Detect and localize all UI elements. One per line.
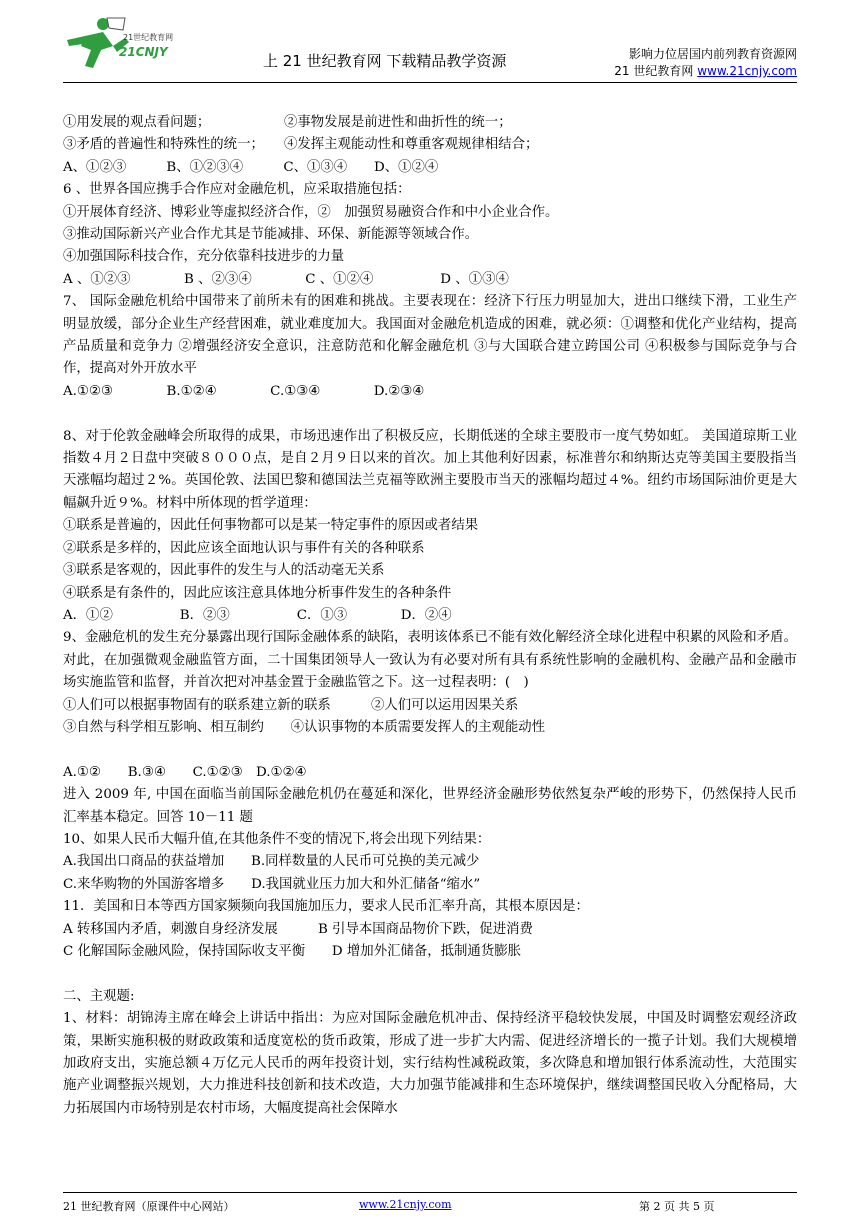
text-line: ③自然与科学相互影响、相互制约 ④认识事物的本质需要发挥人的主观能动性	[63, 719, 546, 735]
header-slogan: 上 21 世纪教育网 下载精品教学资源	[263, 52, 507, 70]
page-header	[63, 14, 797, 80]
text-line: ③矛盾的普遍性和特殊性的统一； ④发挥主观能动性和尊重客观规律相结合；	[63, 137, 539, 153]
runner-icon	[67, 18, 129, 68]
text-line: A.我国出口商品的获益增加 B.同样数量的人民币可兑换的美元减少	[63, 854, 480, 870]
text-line: ④加强国际科技合作，充分依靠科技进步的力量	[63, 249, 345, 265]
subjective-question-1: 1、材料：胡锦涛主席在峰会上讲话中指出：为应对国际金融危机冲击、保持经济平稳较快发展，中国及时调整宏观经济政策，果断实施积极的财政政策和适度宽松的货币政策，形成了进一步扩大内需、促进经济增长的一揽子计划。我们大规模增加政府支出，实施总额４万亿元人民币的两年投资计划，实行结构性减税政策，多次降息和增加银行体系流动性，大范围实施产业调整振兴规划，大力推进科技创新和技术改造，大力加强节能减排和生态环境保护，继续调整国民收入分配格局，大力拓展国内市场特别是农村市场，大幅度提高社会保障水	[63, 1011, 797, 1116]
text-line: ①用发展的观点看问题； ②事物发展是前进性和曲折性的统一；	[63, 115, 512, 130]
header-site-name: 21 世纪教育网	[614, 64, 698, 78]
blank-line	[63, 963, 797, 985]
text-line: A、①②③ B、①②③④ C、①③④ D、①②④	[63, 159, 439, 175]
logo-text-top: 21世纪教育网	[123, 33, 174, 42]
text-line: ①人们可以根据事物固有的联系建立新的联系 ②人们可以运用因果关系	[63, 697, 519, 713]
question-9-options: A.①② B.③④ C.①②③ D.①②④	[63, 764, 307, 780]
question-8: 8、对于伦敦金融峰会所取得的成果，市场迅速作出了积极反应，长期低迷的全球主要股市一度气势如虹。 美国道琼斯工业指数４月２日盘中突破８０００点，是自２月９日以来的首次。加上其他利好因素，标准普尔和纳斯达克等美国主要股指当天涨幅均超过２%。英国伦敦、法国巴黎和德国法兰克福等欧洲主要股市当天的涨幅均超过４%。纽约市场国际油价更是大幅飙升近９%。材料中所体现的哲学道理：	[63, 428, 797, 511]
question-7: 7、 国际金融危机给中国带来了前所未有的困难和挑战。主要表现在：经济下行压力明显加大，进出口继续下滑，工业生产明显放缓，部分企业生产经营困难，就业难度加大。我国面对金融危机造成的困难，就必须：①调整和优化产业结构，提高产品质量和竞争力 ②增强经济安全意识，注意防范和化解金融危机 ③与大国联合建立跨国公司 ④积极参与国际竞争与合作，提高对外开放水平	[63, 294, 797, 377]
question-7-options: A.①②③ B.①②④ C.①③④ D.②③④	[63, 383, 425, 399]
text-line: ②联系是多样的，因此应该全面地认识与事件有关的各种联系	[63, 540, 425, 556]
text-line: C 化解国际金融风险，保持国际收支平衡 D 增加外汇储备，抵制通货膨胀	[63, 944, 521, 959]
logo-text-bottom: 21CNJY	[119, 45, 168, 59]
header-right	[614, 46, 797, 80]
header-site-line	[614, 63, 797, 80]
text-line: ③推动国际新兴产业合作尤其是节能减排、环保、新能源等领域合作。	[63, 227, 479, 243]
footer-site-name: 21 世纪教育网（原课件中心网站）	[63, 1200, 235, 1213]
text-line: 10、如果人民币大幅升值,在其他条件不变的情况下,将会出现下列结果：	[63, 831, 491, 847]
question-8-options: A．①② B．②③ C．①③ D．②④	[63, 607, 452, 623]
footer-site-link[interactable]: www.21cnjy.com	[359, 1198, 452, 1211]
footer-rule	[63, 1192, 797, 1193]
text-line: A 转移国内矛盾，刺激自身经济发展 B 引导本国商品物价下跌，促进消费	[63, 921, 533, 937]
blank-line	[63, 403, 797, 425]
text-line: ①开展体育经济、博彩业等虚拟经济合作，② 加强贸易融资合作和中小企业合作。	[63, 204, 559, 220]
blank-line	[63, 739, 797, 761]
text-line: ③联系是客观的，因此事件的发生与人的活动毫无关系	[63, 563, 385, 579]
header-site-link[interactable]: www.21cnjy.com	[697, 64, 797, 78]
text-line: 6 、世界各国应携手合作应对金融危机，应采取措施包括：	[63, 182, 411, 198]
section-title: 二、主观题:	[63, 988, 135, 1004]
text-line: ①联系是普遍的，因此任何事物都可以是某一特定事件的原因或者结果	[63, 518, 479, 534]
header-tagline: 影响力位居国内前列教育资源网	[628, 47, 797, 61]
text-line: 11．美国和日本等西方国家频频向我国施加压力，要求人民币汇率升高，其根本原因是：	[63, 899, 589, 915]
footer-page-number: 第 2 页 共 5 页	[639, 1200, 715, 1213]
text-line: ④联系是有条件的，因此应该注意具体地分析事件发生的各种条件	[63, 585, 452, 601]
header-rule	[63, 82, 797, 83]
text-line: C.来华购物的外国游客增多 D.我国就业压力加大和外汇储备“缩水”	[63, 876, 481, 892]
question-9: 9、金融危机的发生充分暴露出现行国际金融体系的缺陷，表明该体系已不能有效化解经济全球化进程中积累的风险和矛盾。 对此，在加强微观金融监管方面，二十国集团领导人一致认为有必要对所有具有系统性影响的金融机构、金融产品和金融市场实施监管和监督，并首次把对冲基金置于金融监管之下。这一过程表明：( )	[63, 630, 797, 691]
intro-10-11: 进入 2009 年, 中国在面临当前国际金融危机仍在蔓延和深化，世界经济金融形势依然复杂严峻的形势下，仍然保持人民币汇率基本稳定。回答 10－11 题	[63, 787, 797, 825]
logo	[63, 16, 193, 72]
document-body	[63, 112, 797, 1120]
text-line: A 、①②③ B 、②③④ C 、①②④ D 、①③④	[63, 271, 509, 287]
